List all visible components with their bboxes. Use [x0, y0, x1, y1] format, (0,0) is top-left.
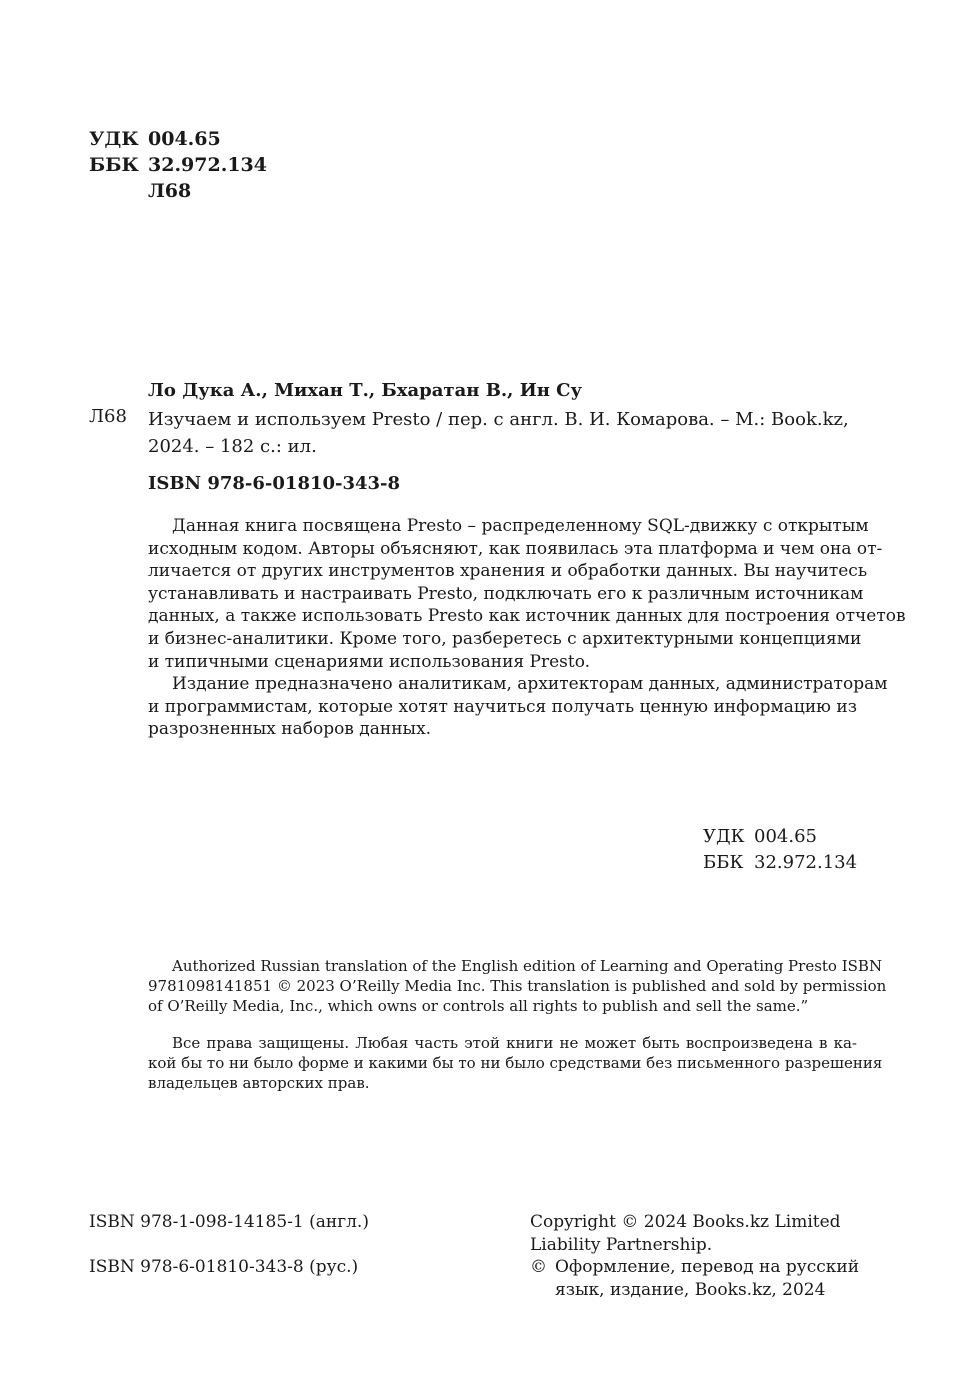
- udk-bottom-label: УДК: [703, 826, 745, 847]
- authors: Ло Дука А., Михан Т., Бхаратан В., Ин Су: [148, 380, 583, 401]
- annotation-line: Данная книга посвящена Presto – распределенному SQL-движку с открытым: [172, 516, 869, 536]
- isbn-main: ISBN 978-6-01810-343-8: [148, 473, 401, 494]
- bbk-bottom: [703, 852, 857, 873]
- annotation-line: Издание предназначено аналитикам, архитекторам данных, администраторам: [172, 674, 888, 695]
- copyright-line: Copyright © 2024 Books.kz Limited: [530, 1212, 841, 1232]
- annotation-line: и типичными сценариями использования Presto.: [148, 651, 591, 672]
- annotation-line: разрозненных наборов данных.: [148, 719, 432, 740]
- udk-bottom: [703, 826, 817, 847]
- copyright-line: Liability Partnership.: [530, 1234, 713, 1255]
- bbk-bottom-label: ББК: [703, 852, 744, 873]
- notice-line: 9781098141851 © 2023 O’Reilly Media Inc. This translation is published and sold by permission: [148, 977, 887, 995]
- annotation-line: и программистам, которые хотят научиться получать ценную информацию из: [148, 696, 857, 717]
- annotation-line: устанавливать и настраивать Presto, подключать его к различным источникам: [148, 583, 864, 604]
- notice-line: Authorized Russian translation of the English edition of Learning and Operating Presto ISBN: [172, 957, 883, 975]
- russian-rights-notice: [148, 1033, 883, 1093]
- annotation-line: данных, а также использовать Presto как источник данных для построения отчетов: [148, 606, 906, 627]
- author-sign: Л68: [148, 180, 192, 202]
- isbn-english: ISBN 978-1-098-14185-1 (англ.): [89, 1212, 369, 1232]
- title-line: 2024. – 182 с.: ил.: [148, 436, 317, 457]
- design-line: язык, издание, Books.kz, 2024: [555, 1279, 826, 1300]
- annotation-line: и бизнес-аналитики. Кроме того, разберетесь с архитектурными концепциями: [148, 628, 862, 649]
- udk-value: 004.65: [148, 128, 221, 150]
- title-line: Изучаем и используем Presto / пер. с англ. В. И. Комарова. – М.: Book.kz,: [148, 409, 849, 430]
- index-code: Л68: [89, 406, 127, 427]
- english-rights-notice: [148, 956, 887, 1016]
- copyright-block: [530, 1211, 859, 1301]
- design-text: Оформление, перевод на русский: [555, 1257, 860, 1277]
- udk-label: УДК: [89, 128, 139, 150]
- notice-line: владельцев авторских прав.: [148, 1074, 370, 1092]
- design-line: [530, 1256, 859, 1279]
- annotation-line: исходным кодом. Авторы объясняют, как появилась эта платформа и чем она от-: [148, 538, 883, 559]
- bbk-label: ББК: [89, 154, 139, 176]
- title-description: [148, 406, 857, 460]
- bbk-bottom-value: 32.972.134: [754, 852, 858, 873]
- notice-line: of O’Reilly Media, Inc., which owns or controls all rights to publish and sell the same.”: [148, 997, 809, 1015]
- udk-bottom-value: 004.65: [754, 826, 817, 847]
- annotation: [148, 515, 906, 741]
- annotation-line: личается от других инструментов хранения и обработки данных. Вы научитесь: [148, 561, 868, 582]
- notice-line: Все права защищены. Любая часть этой книги не может быть воспроизведена в ка-: [172, 1034, 857, 1052]
- notice-line: кой бы то ни было форме и какими бы то ни было средствами без письменного разрешения: [148, 1054, 883, 1072]
- copyright-symbol: ©: [530, 1257, 547, 1277]
- bbk-value: 32.972.134: [148, 154, 267, 176]
- isbn-russian: ISBN 978-6-01810-343-8 (рус.): [89, 1257, 359, 1277]
